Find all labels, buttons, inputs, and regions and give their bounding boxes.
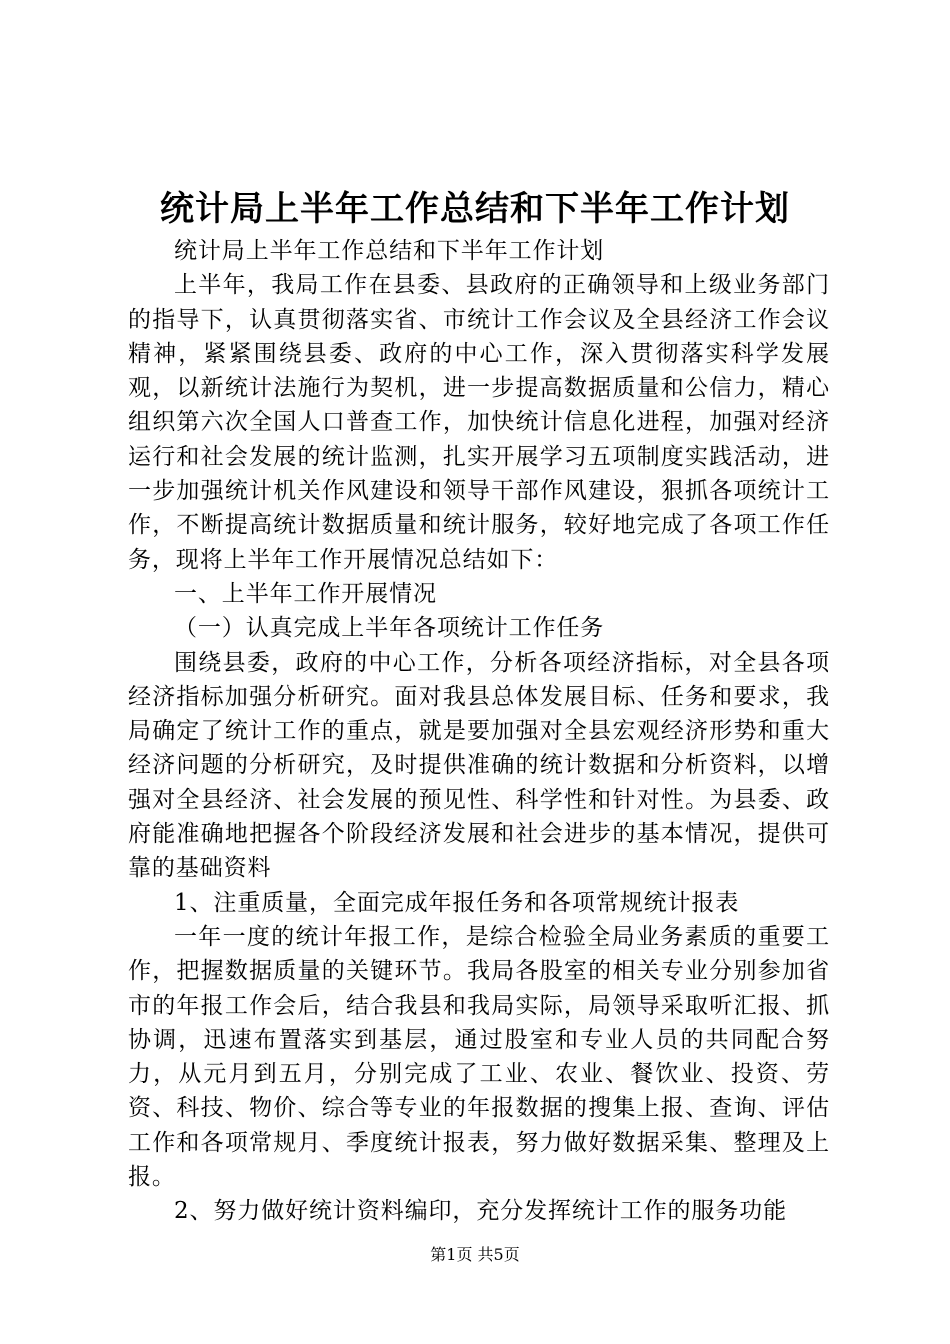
document-title: 统计局上半年工作总结和下半年工作计划	[160, 189, 790, 229]
item-heading-2: 2、努力做好统计资料编印，充分发挥统计工作的服务功能	[174, 1198, 788, 1225]
analysis-paragraph: 围绕县委，政府的中心工作，分析各项经济指标，对全县各项经济指标加强分析研究。面对我县总体发展目标、任务和要求，我局确定了统计工作的重点，就是要加强对全县宏观经济形势和重大经济问题的分析研究，及时提供准确的统计数据和分析资料，以增强对全县经济、社会发展的预见性、科学性和针对性。为县委、政府能准确地把握各个阶段经济发展和社会进步的基本情况，提供可靠的基础资料	[128, 649, 830, 882]
subsection-heading-1: （一）认真完成上半年各项统计工作任务	[174, 615, 605, 642]
item-heading-1: 1、注重质量，全面完成年报任务和各项常规统计报表	[174, 889, 740, 916]
annual-report-paragraph: 一年一度的统计年报工作，是综合检验全局业务素质的重要工作，把握数据质量的关键环节。我局各股室的相关专业分别参加省市的年报工作会后，结合我县和我局实际，局领导采取听汇报、抓协调，迅速布置落实到基层，通过股室和专业人员的共同配合努力，从元月到五月，分别完成了工业、农业、餐饮业、投资、劳资、科技、物价、综合等专业的年报数据的搜集上报、查询、评估工作和各项常规月、季度统计报表，努力做好数据采集、整理及上报。	[128, 923, 830, 1191]
intro-paragraph: 上半年，我局工作在县委、县政府的正确领导和上级业务部门的指导下，认真贯彻落实省、市统计工作会议及全县经济工作会议精神，紧紧围绕县委、政府的中心工作，深入贯彻落实科学发展观，以新统计法施行为契机，进一步提高数据质量和公信力，精心组织第六次全国人口普查工作，加快统计信息化进程，加强对经济运行和社会发展的统计监测，扎实开展学习五项制度实践活动，进一步加强统计机关作风建设和领导干部作风建设，狠抓各项统计工作，不断提高统计数据质量和统计服务，较好地完成了各项工作任务，现将上半年工作开展情况总结如下：	[128, 272, 830, 573]
page-number-footer: 第1页 共5页	[430, 1245, 520, 1264]
document-body	[128, 234, 830, 1229]
subtitle-paragraph: 统计局上半年工作总结和下半年工作计划	[174, 238, 605, 264]
section-heading-1: 一、上半年工作开展情况	[174, 580, 437, 607]
